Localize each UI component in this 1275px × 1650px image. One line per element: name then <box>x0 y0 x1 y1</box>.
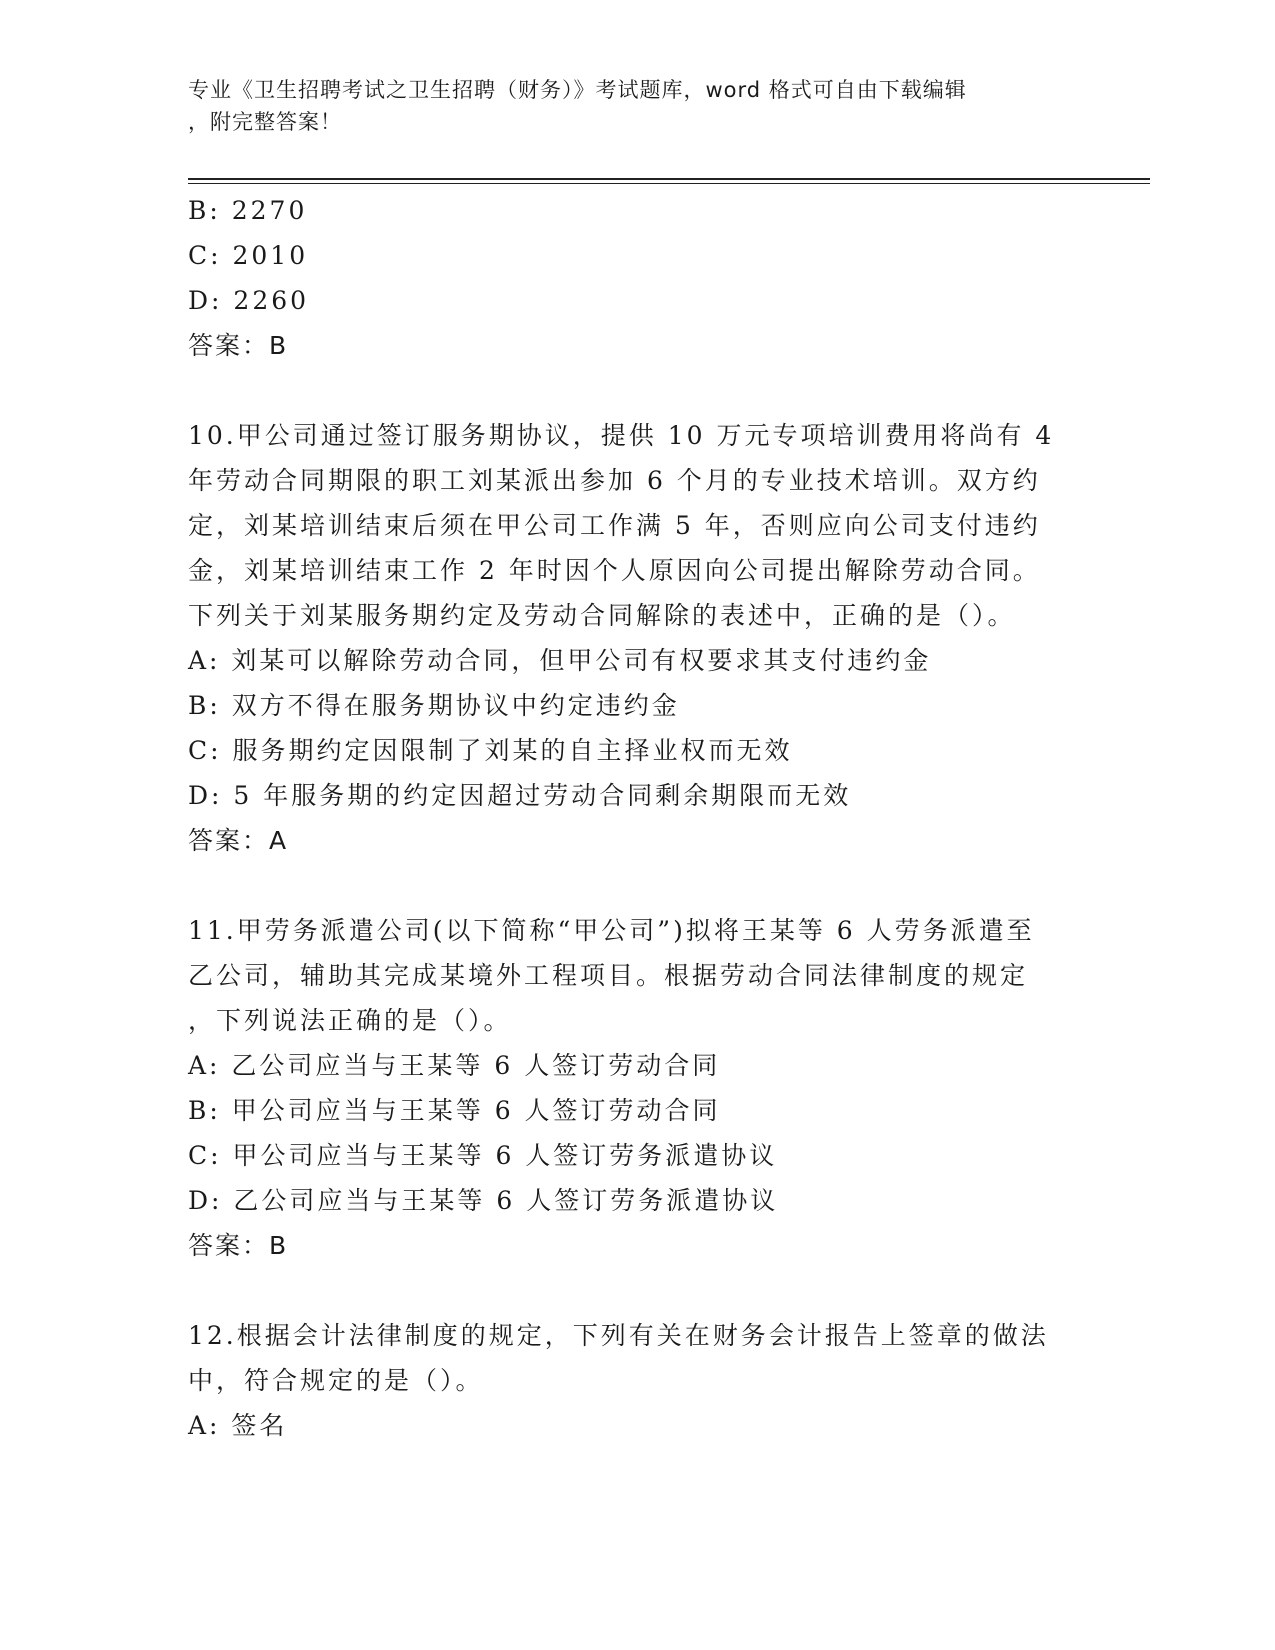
question-text-line: 乙公司，辅助其完成某境外工程项目。根据劳动合同法律制度的规定 <box>188 961 1029 990</box>
question-11 <box>188 908 1088 1268</box>
answer-line: 答案：A <box>188 826 289 855</box>
question-spacer <box>188 863 1088 908</box>
answer-line: 答案：B <box>188 331 289 360</box>
question-text-line: 12.根据会计法律制度的规定，下列有关在财务会计报告上签章的做法 <box>188 1321 1049 1350</box>
option-a: A: 刘某可以解除劳动合同，但甲公司有权要求其支付违约金 <box>188 646 932 675</box>
answer-line: 答案：B <box>188 1231 289 1260</box>
question-text-line: 定，刘某培训结束后须在甲公司工作满 5 年，否则应向公司支付违约 <box>188 511 1041 540</box>
question-text-line: 11.甲劳务派遣公司(以下简称“甲公司”)拟将王某等 6 人劳务派遣至 <box>188 916 1035 945</box>
header-divider-thin <box>188 183 1150 184</box>
option-d: D: 5 年服务期的约定因超过劳动合同剩余期限而无效 <box>188 781 852 810</box>
option-d: D: 乙公司应当与王某等 6 人签订劳务派遣协议 <box>188 1186 779 1215</box>
previous-question-options <box>188 188 1088 368</box>
option-c: C: 甲公司应当与王某等 6 人签订劳务派遣协议 <box>188 1141 778 1170</box>
option-a: A: 签名 <box>188 1411 288 1440</box>
header-title-line-2: ，附完整答案！ <box>188 110 342 134</box>
option-a: A: 乙公司应当与王某等 6 人签订劳动合同 <box>188 1051 721 1080</box>
option-b: B: 甲公司应当与王某等 6 人签订劳动合同 <box>188 1096 721 1125</box>
question-content <box>188 188 1088 1448</box>
question-text-line: 下列关于刘某服务期约定及劳动合同解除的表述中，正确的是（）。 <box>188 601 1016 630</box>
question-text-line: 中，符合规定的是（）。 <box>188 1366 484 1395</box>
option-b: B: 2270 <box>188 196 308 225</box>
question-text-line: 10.甲公司通过签订服务期协议，提供 10 万元专项培训费用将尚有 4 <box>188 421 1055 450</box>
header-divider-thick <box>188 178 1150 180</box>
question-text-line: 年劳动合同期限的职工刘某派出参加 6 个月的专业技术培训。双方约 <box>188 466 1041 495</box>
document-header <box>188 74 1068 138</box>
option-c: C: 服务期约定因限制了刘某的自主择业权而无效 <box>188 736 793 765</box>
question-text-line: 金，刘某培训结束工作 2 年时因个人原因向公司提出解除劳动合同。 <box>188 556 1041 585</box>
option-d: D: 2260 <box>188 286 310 315</box>
option-c: C: 2010 <box>188 241 309 270</box>
question-12 <box>188 1313 1088 1448</box>
question-spacer <box>188 368 1088 413</box>
question-text-line: ，下列说法正确的是（）。 <box>188 1006 512 1035</box>
question-spacer <box>188 1268 1088 1313</box>
header-title-line-1: 专业《卫生招聘考试之卫生招聘（财务）》考试题库，word 格式可自由下载编辑 <box>188 78 967 102</box>
option-b: B: 双方不得在服务期协议中约定违约金 <box>188 691 680 720</box>
question-10 <box>188 413 1088 863</box>
